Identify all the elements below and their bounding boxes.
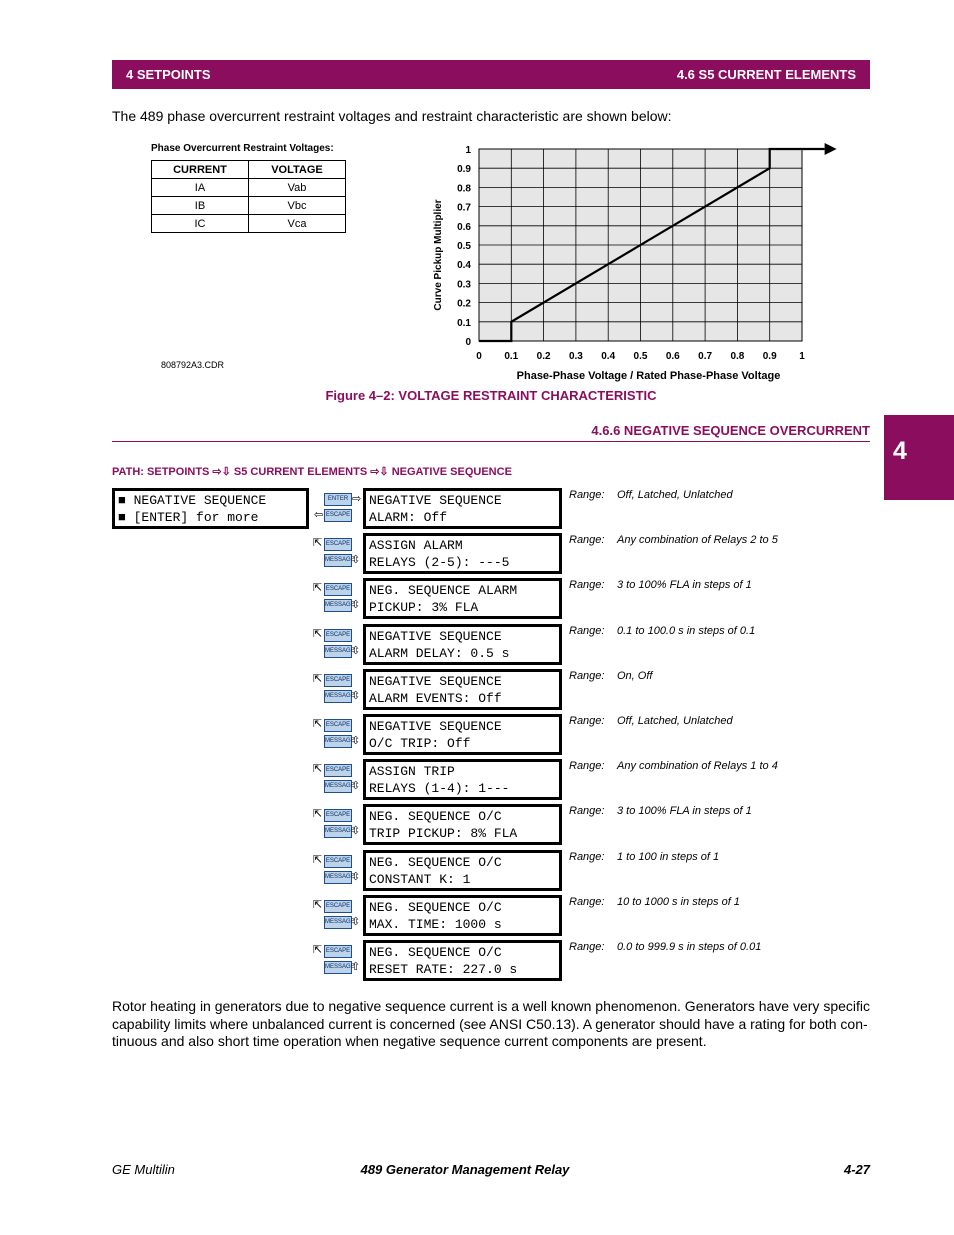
setting-display-line2: O/C TRIP: Off	[369, 736, 471, 751]
table-cell: IC	[152, 215, 249, 233]
chapter-tab-number: 4	[893, 437, 907, 465]
setting-range	[569, 896, 869, 910]
table-header-current: CURRENT	[152, 161, 249, 179]
range-value: On, Off	[617, 670, 653, 682]
range-value: Off, Latched, Unlatched	[617, 489, 733, 501]
table-cell: IA	[152, 179, 249, 197]
return-arrow-icon: ⇱	[313, 762, 323, 775]
escape-key[interactable]: ESCAPE	[324, 538, 352, 551]
setting-display-line1: NEGATIVE SEQUENCE	[369, 629, 502, 644]
setting-display-line1: NEGATIVE SEQUENCE	[369, 719, 502, 734]
y-tick-label: 0.8	[457, 183, 471, 195]
x-axis-label: Phase-Phase Voltage / Rated Phase-Phase Voltage	[516, 370, 781, 382]
up-down-arrow-icon: ⇳	[351, 915, 361, 928]
x-tick-label: 0.3	[568, 351, 583, 362]
footer-page-number: 4-27	[843, 1162, 870, 1177]
setting-range	[569, 579, 869, 593]
restraint-voltage-table	[151, 160, 346, 233]
setting-range	[569, 760, 869, 774]
return-arrow-icon: ⇱	[313, 581, 323, 594]
table-header-voltage: VOLTAGE	[249, 161, 346, 179]
range-value: 0.1 to 100.0 s in steps of 0.1	[617, 625, 756, 637]
range-value: Any combination of Relays 2 to 5	[617, 534, 778, 546]
setting-display-line1: NEG. SEQUENCE O/C	[369, 945, 502, 960]
y-tick-label: 0.7	[457, 202, 471, 214]
up-down-arrow-icon: ⇳	[351, 553, 361, 566]
range-label: Range:	[569, 715, 605, 727]
setting-display	[363, 759, 562, 800]
setting-display-line2: ALARM: Off	[369, 510, 448, 525]
setting-range	[569, 715, 869, 729]
y-tick-label: 0.6	[457, 221, 471, 233]
range-label: Range:	[569, 941, 605, 953]
message-key[interactable]: MESSAGE	[324, 690, 352, 703]
message-key[interactable]: MESSAGE	[324, 554, 352, 567]
escape-key[interactable]: ESCAPE	[324, 900, 352, 913]
message-key[interactable]: MESSAGE	[324, 735, 352, 748]
setting-display-line2: TRIP PICKUP: 8% FLA	[369, 826, 518, 841]
escape-key[interactable]: ESCAPE	[324, 855, 352, 868]
return-arrow-icon: ⇱	[313, 717, 323, 730]
range-label: Range:	[569, 760, 605, 772]
x-tick-label: 0.5	[633, 351, 648, 362]
x-tick-label: 1	[799, 351, 805, 362]
voltage-restraint-chart	[420, 140, 840, 385]
escape-key[interactable]: ESCAPE	[324, 764, 352, 777]
return-arrow-icon: ⇱	[313, 853, 323, 866]
table-cell: Vab	[249, 179, 346, 197]
setting-display-line2: ALARM EVENTS: Off	[369, 691, 502, 706]
setting-display	[363, 488, 562, 529]
return-arrow-icon: ⇱	[313, 536, 323, 549]
setting-range	[569, 851, 869, 865]
return-arrow-icon: ⇱	[313, 898, 323, 911]
up-down-arrow-icon: ⇳	[351, 689, 361, 702]
table-row	[152, 179, 346, 197]
range-value: 10 to 1000 s in steps of 1	[617, 896, 740, 908]
y-tick-label: 0.3	[457, 279, 471, 291]
range-label: Range:	[569, 670, 605, 682]
intro-text: The 489 phase overcurrent restraint voltages and restraint characteristic are shown below:	[112, 108, 672, 124]
setting-display-line2: ALARM DELAY: 0.5 s	[369, 646, 510, 661]
figure-caption: Figure 4–2: VOLTAGE RESTRAINT CHARACTERISTIC	[325, 388, 657, 403]
setting-display-line1: ASSIGN TRIP	[369, 764, 455, 779]
setting-display-line2: CONSTANT K: 1	[369, 872, 471, 887]
x-tick-label: 0.8	[730, 351, 745, 362]
setting-display	[363, 578, 562, 619]
setting-display-line2: MAX. TIME: 1000 s	[369, 917, 502, 932]
message-key[interactable]: MESSAGE	[324, 599, 352, 612]
menu-path: PATH: SETPOINTS ⇨⇩ S5 CURRENT ELEMENTS ⇨⇩ NEGATIVE SEQUENCE	[112, 466, 512, 478]
setting-display	[363, 850, 562, 891]
up-down-arrow-icon: ⇳	[351, 598, 361, 611]
escape-key[interactable]: ESCAPE	[324, 674, 352, 687]
up-down-arrow-icon: ⇳	[351, 734, 361, 747]
setting-display	[363, 804, 562, 845]
return-arrow-icon: ⇱	[313, 627, 323, 640]
chapter-title: 4 SETPOINTS	[126, 67, 211, 82]
message-key[interactable]: MESSAGE	[324, 780, 352, 793]
range-label: Range:	[569, 851, 605, 863]
y-tick-label: 0.4	[457, 260, 471, 272]
setting-display-line2: PICKUP: 3% FLA	[369, 600, 479, 615]
message-key[interactable]: MESSAGE	[324, 645, 352, 658]
left-arrow-icon: ⇦	[314, 508, 324, 521]
y-tick-label: 0.5	[457, 241, 471, 252]
main-display	[112, 488, 309, 529]
return-arrow-icon: ⇱	[313, 672, 323, 685]
setting-range	[569, 534, 869, 548]
escape-key[interactable]: ESCAPE	[324, 583, 352, 596]
setting-display	[363, 533, 562, 574]
section-header-title: 4.6 S5 CURRENT ELEMENTS	[676, 67, 856, 82]
setting-display-line1: NEG. SEQUENCE O/C	[369, 809, 502, 824]
footer-company: GE Multilin	[112, 1162, 175, 1177]
message-key[interactable]: MESSAGE	[324, 871, 352, 884]
range-label: Range:	[569, 579, 605, 591]
range-label: Range:	[569, 489, 605, 501]
arrowhead-icon	[825, 143, 837, 155]
range-value: 0.0 to 999.9 s in steps of 0.01	[617, 941, 762, 953]
table-cell: Vca	[249, 215, 346, 233]
range-value: Off, Latched, Unlatched	[617, 715, 733, 727]
x-tick-label: 0.9	[762, 351, 777, 362]
y-tick-label: 0.1	[457, 317, 471, 329]
setting-range	[569, 941, 869, 955]
table-header-row	[152, 161, 346, 179]
up-down-arrow-icon: ⇧	[351, 960, 361, 973]
escape-key[interactable]: ESCAPE	[324, 629, 352, 642]
range-value: Any combination of Relays 1 to 4	[617, 760, 778, 772]
range-label: Range:	[569, 805, 605, 817]
section-divider	[112, 441, 870, 442]
return-arrow-icon: ⇱	[313, 943, 323, 956]
up-down-arrow-icon: ⇳	[351, 870, 361, 883]
page-header-bar	[112, 60, 870, 89]
chapter-tab	[884, 415, 954, 500]
escape-key[interactable]: ESCAPE	[324, 509, 352, 522]
setting-display	[363, 940, 562, 981]
message-key[interactable]: MESSAGE	[324, 916, 352, 929]
range-value: 3 to 100% FLA in steps of 1	[617, 805, 752, 817]
body-paragraph: Rotor heating in generators due to negative sequence current is a well known phenomenon. Generators have very specific capability limits where unbalanced current is concerned (see ANSI C50.13). A generator should have a rating for both con- tinuous and also short time operation when negative sequence current components are present.	[112, 998, 871, 1050]
setting-range	[569, 670, 869, 684]
setting-display-line2: RELAYS (2-5): ---5	[369, 555, 510, 570]
setting-display-line1: NEGATIVE SEQUENCE	[369, 674, 502, 689]
escape-key[interactable]: ESCAPE	[324, 945, 352, 958]
table-cell: Vbc	[249, 197, 346, 215]
setting-display-line1: NEG. SEQUENCE O/C	[369, 900, 502, 915]
x-tick-label: 0.7	[698, 351, 713, 362]
setting-display-line2: RELAYS (1-4): 1---	[369, 781, 510, 796]
range-label: Range:	[569, 625, 605, 637]
up-down-arrow-icon: ⇳	[351, 644, 361, 657]
x-tick-label: 0	[476, 351, 482, 362]
x-tick-label: 0.2	[536, 351, 551, 362]
drawing-code: 808792A3.CDR	[161, 360, 225, 370]
table-row	[152, 197, 346, 215]
x-tick-label: 0.4	[601, 351, 616, 362]
setting-display	[363, 714, 562, 755]
setting-range	[569, 489, 869, 503]
footer-product: 489 Generator Management Relay	[360, 1162, 570, 1177]
table-row	[152, 215, 346, 233]
setting-display-line2: RESET RATE: 227.0 s	[369, 962, 518, 977]
setting-display	[363, 624, 562, 665]
right-arrow-icon: ⇨	[352, 492, 362, 505]
setting-range	[569, 625, 869, 639]
table-cell: IB	[152, 197, 249, 215]
section-title: 4.6.6 NEGATIVE SEQUENCE OVERCURRENT	[591, 423, 870, 438]
main-display-line1: ■ NEGATIVE SEQUENCE	[118, 493, 267, 508]
range-label: Range:	[569, 896, 605, 908]
x-tick-label: 0.1	[504, 351, 519, 362]
message-key[interactable]: MESSAGE	[324, 825, 352, 838]
setting-range	[569, 805, 869, 819]
up-down-arrow-icon: ⇳	[351, 779, 361, 792]
y-tick-label: 0.9	[457, 164, 471, 176]
escape-key[interactable]: ESCAPE	[324, 719, 352, 732]
enter-key[interactable]: ENTER	[324, 493, 352, 506]
y-tick-label: 0	[465, 337, 471, 348]
escape-key[interactable]: ESCAPE	[324, 809, 352, 822]
range-label: Range:	[569, 534, 605, 546]
x-tick-label: 0.6	[665, 351, 680, 362]
range-value: 3 to 100% FLA in steps of 1	[617, 579, 752, 591]
y-tick-label: 1	[465, 145, 471, 156]
setting-display-line1: NEG. SEQUENCE O/C	[369, 855, 502, 870]
setting-display-line1: NEG. SEQUENCE ALARM	[369, 583, 518, 598]
setting-display	[363, 669, 562, 710]
restraint-table-title: Phase Overcurrent Restraint Voltages:	[151, 143, 334, 154]
setting-display	[363, 895, 562, 936]
message-key[interactable]: MESSAGE	[324, 961, 352, 974]
setting-display-line1: NEGATIVE SEQUENCE	[369, 493, 502, 508]
y-tick-label: 0.2	[457, 298, 471, 310]
up-down-arrow-icon: ⇳	[351, 824, 361, 837]
setting-display-line1: ASSIGN ALARM	[369, 538, 463, 553]
return-arrow-icon: ⇱	[313, 807, 323, 820]
range-value: 1 to 100 in steps of 1	[617, 851, 720, 863]
main-display-line2: ■ [ENTER] for more	[118, 510, 259, 525]
y-axis-label: Curve Pickup Multiplier	[433, 199, 444, 311]
